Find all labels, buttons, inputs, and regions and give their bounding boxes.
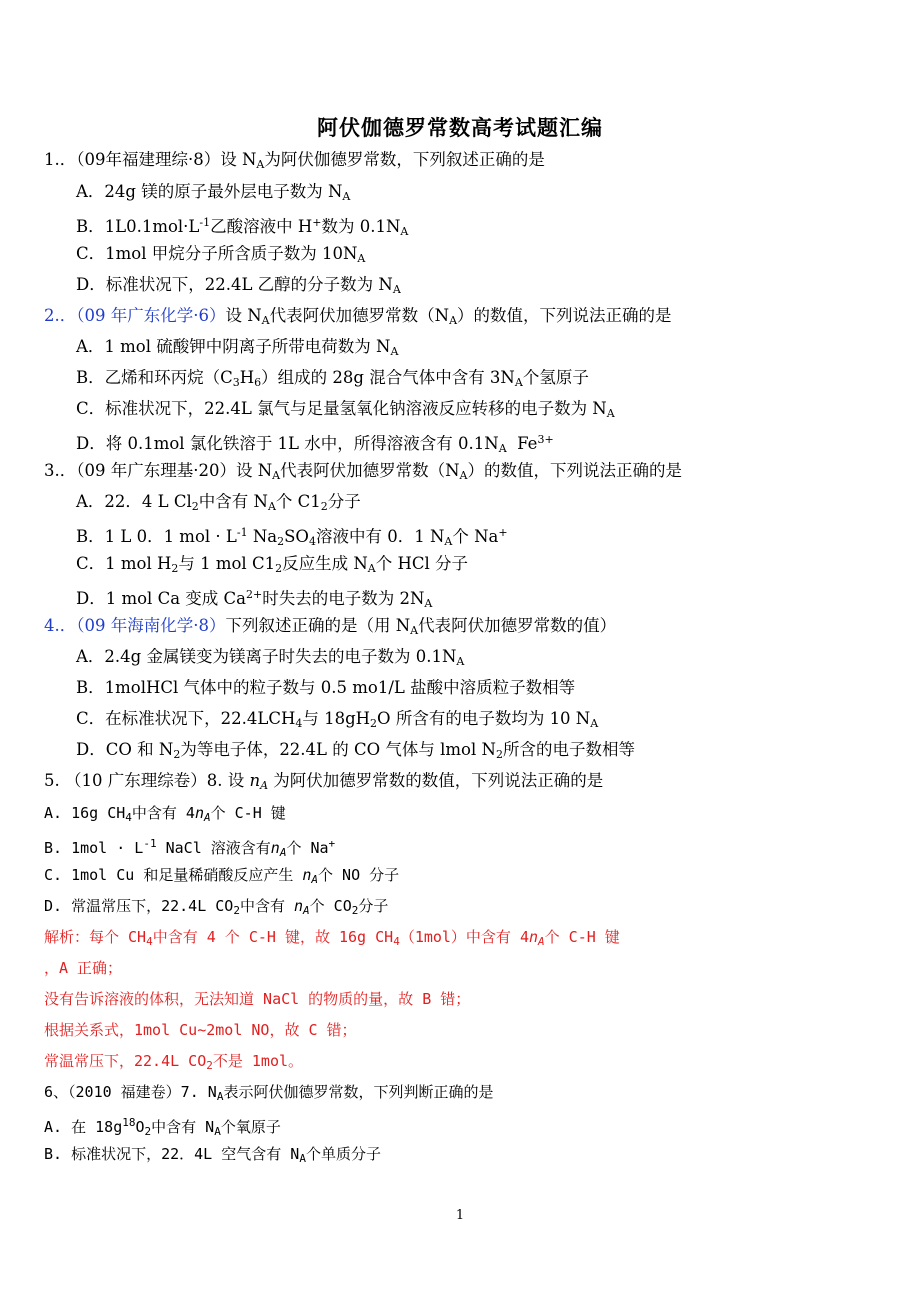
question-5-option-c: C. 1mol Cu 和足量稀硝酸反应产生 $n_A$个 NO 分子 — [44, 866, 400, 886]
question-5-option-b: B. $1mol \cdot L^{-1}$ NaCl 溶液含有$n_A$个 Na+ — [44, 837, 336, 859]
question-4-source: 4.．（09 年海南化学·8） — [44, 616, 226, 635]
question-4-option-a: A．2.4g 金属镁变为镁离子时失去的电子数为 $0.1N_A$ — [76, 647, 465, 668]
question-4-stem: 4.．（09 年海南化学·8）下列叙述正确的是（用 $N_A$代表阿伏加德罗常数的值） — [44, 616, 617, 637]
question-3-stem: 3.．（09 年广东理基·20）设 $N_A$代表阿伏加德罗常数$(N_A)$的数值，下列说法正确的是 — [44, 461, 682, 482]
question-3-option-c: C．1 mol $H_2$与 1 mol $C1_2$反应生成 $N_A$个 HCl 分子 — [76, 554, 468, 575]
question-4-option-d: D．CO 和 $N_2$为等电子体，22.4L 的 CO 气体与 lmol $N_2$所含的电子数相等 — [76, 740, 635, 761]
analysis-line-1: 解析：每个 $CH_4$中含有 4 个 C-H 键，故 16g $CH_4(1mol)$中含有 $4n_A$个 C-H 键 — [44, 928, 620, 948]
question-1-stem: 1.．（09年福建理综·8）设 $N_A$为阿伏伽德罗常数，下列叙述正确的是 — [44, 150, 545, 171]
question-1-option-a: A．24g 镁的原子最外层电子数为 $N_A$ — [76, 182, 351, 203]
question-2-option-d: D．将 0.1mol 氯化铁溶于 1L 水中，所得溶液含有 $0.1N_A$ $Fe^{3+}$ — [76, 433, 554, 455]
question-5-option-a: A. 16g $CH_4$中含有 $4n_A$个 C-H 键 — [44, 804, 286, 824]
question-1-option-b: B．$1L0.1mol\cdot L^{-1}$乙酸溶液中 H+数为 $0.1N_A$ — [76, 216, 409, 238]
page-title: 阿伏伽德罗常数高考试题汇编 — [317, 115, 603, 140]
question-3-option-b: B．1 L 0．1 mol · $L^{-1}$ $Na_2SO_4$溶液中有 0．1 $N_A$个 Na+ — [76, 526, 508, 548]
question-1-option-c: C．1mol 甲烷分子所含质子数为 $10N_A$ — [76, 244, 366, 265]
question-6-option-b: B. 标准状况下，22．4L 空气含有 $N_A$个单质分子 — [44, 1145, 381, 1165]
question-5-stem: 5. （10 广东理综卷）8. 设 $n_A$ 为阿伏加德罗常数的数值，下列说法正确的是 — [44, 771, 604, 792]
analysis-line-2: ，A 正确； — [44, 959, 123, 977]
question-4-option-b: B．1molHCl 气体中的粒子数与 0.5 mo1/L 盐酸中溶质粒子数相等 — [76, 678, 576, 697]
question-2-stem: 2.．（09 年广东化学·6）设 $N_A$代表阿伏加德罗常数$(N_A)$的数值，下列说法正确的是 — [44, 306, 672, 327]
question-2-option-c: C．标准状况下，22.4L 氯气与足量氢氧化钠溶液反应转移的电子数为 $N_A$ — [76, 399, 615, 420]
analysis-line-4: 根据关系式，1mol Cu~2mol NO，故 C 错； — [44, 1021, 357, 1039]
question-4-option-c: C．在标准状况下，$22.4LCH_4$与 $18gH_2O$ 所含有的电子数均为 10 $N_A$ — [76, 709, 599, 730]
question-6-stem: 6、（2010 福建卷）7. $N_A$表示阿伏伽德罗常数，下列判断正确的是 — [44, 1083, 494, 1103]
question-6-option-a: A. 在 $18g^{18}O_2$中含有 $N_A$个氧原子 — [44, 1116, 281, 1138]
question-2-option-b: B．乙烯和环丙烷$(C_3H_6)$组成的 28g 混合气体中含有 $3N_A$个氢原子 — [76, 368, 589, 389]
analysis-line-5: 常温常压下，22.4L $CO_2$不是 1mol。 — [44, 1052, 304, 1072]
question-3-option-a: A．22．4 L $Cl_2$中含有 $N_A$个 $C1_2$分子 — [76, 492, 361, 513]
question-1-option-d: D．标准状况下，22.4L 乙醇的分子数为 $N_A$ — [76, 275, 401, 296]
question-3-option-d: D．1 mol Ca 变成 $Ca^{2+}$时失去的电子数为 $2N_A$ — [76, 588, 433, 610]
analysis-line-3: 没有告诉溶液的体积，无法知道 NaCl 的物质的量，故 B 错； — [44, 990, 471, 1008]
page-number: 1 — [455, 1208, 465, 1223]
question-2-source: 2.．（09 年广东化学·6） — [44, 306, 226, 325]
question-2-option-a: A．1 mol 硫酸钾中阴离子所带电荷数为 $N_A$ — [76, 337, 399, 358]
question-5-option-d: D. 常温常压下，22.4L $CO_2$中含有 $n_A$个 $CO_2$分子 — [44, 897, 389, 917]
